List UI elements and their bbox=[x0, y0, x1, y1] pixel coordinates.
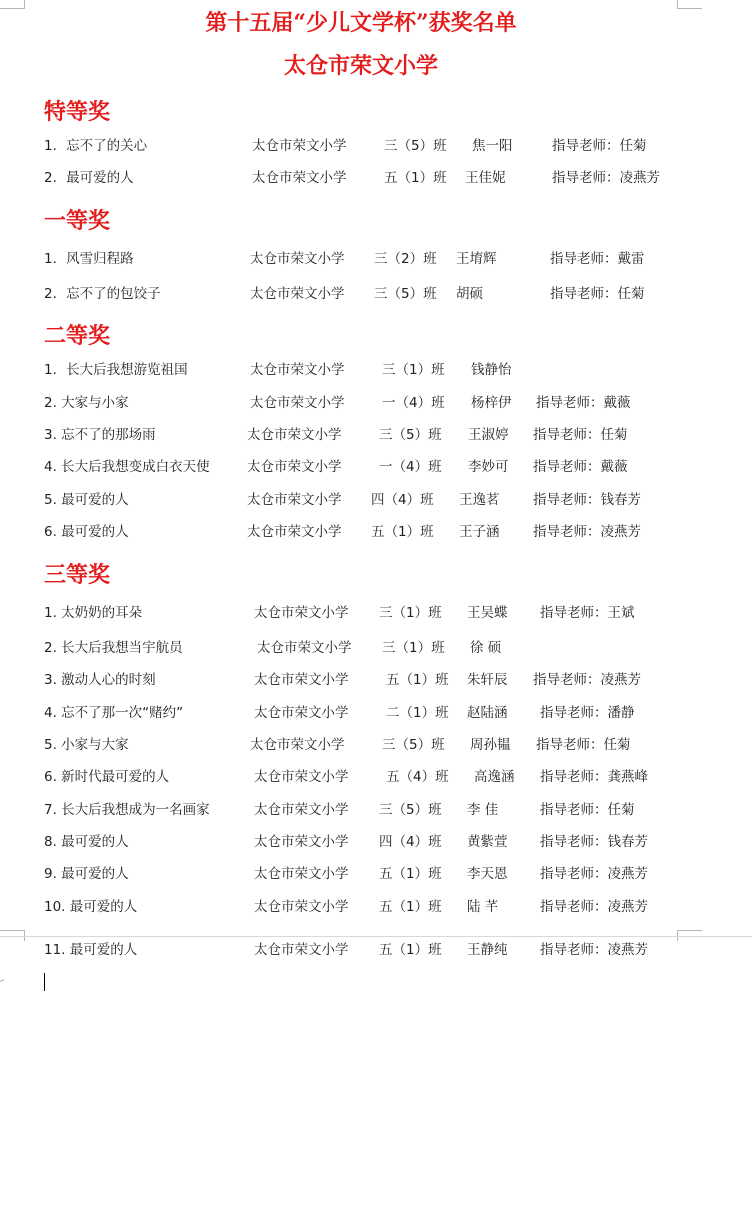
entry-student: 王逸茗 bbox=[459, 492, 500, 508]
entry-teacher: 指导老师：潘静 bbox=[540, 705, 635, 721]
entry-school: 太仓市荣文小学 bbox=[250, 395, 345, 411]
entry-student: 王吴蝶 bbox=[467, 605, 508, 621]
entry-class: 一（4）班 bbox=[379, 459, 442, 475]
entry-student: 钱静怡 bbox=[471, 362, 512, 378]
entry-class: 五（4）班 bbox=[386, 769, 449, 785]
section-heading-second: 二等奖 bbox=[44, 323, 111, 349]
entry-student: 王堉辉 bbox=[456, 251, 497, 267]
entry-school: 太仓市荣文小学 bbox=[252, 170, 347, 186]
entry-student: 王淑婷 bbox=[468, 427, 509, 443]
entry-title: 5. 小家与大家 bbox=[44, 737, 129, 753]
entry-class: 三（5）班 bbox=[384, 138, 447, 154]
entry-teacher: 指导老师：凌燕芳 bbox=[540, 942, 648, 958]
entry-school: 太仓市荣文小学 bbox=[250, 251, 345, 267]
entry-student: 李 佳 bbox=[467, 802, 499, 818]
entry-school: 太仓市荣文小学 bbox=[247, 427, 342, 443]
entry-student: 王子涵 bbox=[459, 524, 500, 540]
entry-student: 高逸涵 bbox=[474, 769, 515, 785]
entry-school: 太仓市荣文小学 bbox=[250, 362, 345, 378]
margin-mark bbox=[0, 979, 4, 982]
entry-class: 一（4）班 bbox=[382, 395, 445, 411]
entry-class: 五（1）班 bbox=[379, 899, 442, 915]
entry-class: 三（5）班 bbox=[379, 427, 442, 443]
entry-title: 4. 长大后我想变成白衣天使 bbox=[44, 459, 210, 475]
entry-title: 2. 长大后我想当宇航员 bbox=[44, 640, 183, 656]
entry-title: 3. 忘不了的那场雨 bbox=[44, 427, 156, 443]
entry-title: 7. 长大后我想成为一名画家 bbox=[44, 802, 210, 818]
entry-student: 李妙可 bbox=[468, 459, 509, 475]
entry-student: 王佳妮 bbox=[465, 170, 506, 186]
entry-class: 三（5）班 bbox=[379, 802, 442, 818]
entry-class: 五（1）班 bbox=[384, 170, 447, 186]
entry-teacher: 指导老师：凌燕芳 bbox=[540, 866, 648, 882]
entry-school: 太仓市荣文小学 bbox=[247, 459, 342, 475]
entry-teacher: 指导老师：戴薇 bbox=[536, 395, 631, 411]
entry-student: 朱轩辰 bbox=[467, 672, 508, 688]
entry-teacher: 指导老师：龚燕峰 bbox=[540, 769, 648, 785]
section-heading-first: 一等奖 bbox=[44, 208, 111, 234]
section-heading-special: 特等奖 bbox=[44, 99, 111, 125]
entry-teacher: 指导老师：戴雷 bbox=[550, 251, 645, 267]
entry-school: 太仓市荣文小学 bbox=[250, 286, 345, 302]
entry-teacher: 指导老师：凌燕芳 bbox=[552, 170, 660, 186]
entry-class: 四（4）班 bbox=[379, 834, 442, 850]
entry-title: 4. 忘不了那一次“赌约” bbox=[44, 705, 184, 721]
entry-student: 黄紫萱 bbox=[467, 834, 508, 850]
entry-teacher: 指导老师：王斌 bbox=[540, 605, 635, 621]
entry-title: 10. 最可爱的人 bbox=[44, 899, 138, 915]
entry-title: 3. 激动人心的时刻 bbox=[44, 672, 156, 688]
entry-teacher: 指导老师：任菊 bbox=[536, 737, 631, 753]
entry-student: 焦一阳 bbox=[472, 138, 513, 154]
entry-class: 三（1）班 bbox=[379, 605, 442, 621]
page-break-line bbox=[0, 936, 752, 937]
entry-class: 三（2）班 bbox=[374, 251, 437, 267]
text-cursor[interactable] bbox=[44, 973, 45, 991]
entry-class: 三（5）班 bbox=[382, 737, 445, 753]
entry-teacher: 指导老师：任菊 bbox=[540, 802, 635, 818]
entry-title: 9. 最可爱的人 bbox=[44, 866, 129, 882]
entry-title: 6. 新时代最可爱的人 bbox=[44, 769, 170, 785]
entry-teacher: 指导老师：任菊 bbox=[552, 138, 647, 154]
entry-school: 太仓市荣文小学 bbox=[254, 834, 349, 850]
entry-class: 五（1）班 bbox=[379, 866, 442, 882]
entry-teacher: 指导老师：钱春芳 bbox=[533, 492, 641, 508]
section-heading-third: 三等奖 bbox=[44, 562, 111, 588]
entry-title: 1．长大后我想游览祖国 bbox=[44, 362, 188, 378]
entry-title: 1．风雪归程路 bbox=[44, 251, 134, 267]
entry-teacher: 指导老师：任菊 bbox=[550, 286, 645, 302]
entry-title: 8. 最可爱的人 bbox=[44, 834, 129, 850]
entry-student: 胡硕 bbox=[456, 286, 483, 302]
document-title: 第十五届“少儿文学杯”获奖名单 bbox=[205, 10, 517, 36]
entry-teacher: 指导老师：凌燕芳 bbox=[533, 524, 641, 540]
entry-class: 四（4）班 bbox=[371, 492, 434, 508]
entry-student: 赵陆涵 bbox=[467, 705, 508, 721]
entry-school: 太仓市荣文小学 bbox=[254, 672, 349, 688]
entry-student: 李天恩 bbox=[467, 866, 508, 882]
entry-teacher: 指导老师：凌燕芳 bbox=[533, 672, 641, 688]
entry-teacher: 指导老师：任菊 bbox=[533, 427, 628, 443]
entry-class: 五（1）班 bbox=[386, 672, 449, 688]
entry-school: 太仓市荣文小学 bbox=[250, 737, 345, 753]
entry-school: 太仓市荣文小学 bbox=[254, 942, 349, 958]
entry-teacher: 指导老师：钱春芳 bbox=[540, 834, 648, 850]
entry-teacher: 指导老师：凌燕芳 bbox=[540, 899, 648, 915]
entry-class: 二（1）班 bbox=[386, 705, 449, 721]
entry-title: 1．忘不了的关心 bbox=[44, 138, 148, 154]
entry-title: 2．最可爱的人 bbox=[44, 170, 134, 186]
entry-school: 太仓市荣文小学 bbox=[247, 492, 342, 508]
entry-student: 徐 硕 bbox=[470, 640, 502, 656]
entry-title: 6. 最可爱的人 bbox=[44, 524, 129, 540]
entry-student: 周孙韫 bbox=[470, 737, 511, 753]
document-subtitle: 太仓市荣文小学 bbox=[283, 53, 438, 79]
entry-title: 11. 最可爱的人 bbox=[44, 942, 138, 958]
entry-school: 太仓市荣文小学 bbox=[254, 866, 349, 882]
entry-student: 陆 芊 bbox=[467, 899, 499, 915]
entry-school: 太仓市荣文小学 bbox=[257, 640, 352, 656]
entry-title: 1. 太奶奶的耳朵 bbox=[44, 605, 143, 621]
entry-student: 杨梓伊 bbox=[471, 395, 512, 411]
entry-class: 三（1）班 bbox=[382, 362, 445, 378]
entry-class: 三（1）班 bbox=[382, 640, 445, 656]
entry-teacher: 指导老师：戴薇 bbox=[533, 459, 628, 475]
entry-school: 太仓市荣文小学 bbox=[254, 802, 349, 818]
entry-class: 五（1）班 bbox=[371, 524, 434, 540]
entry-student: 王静纯 bbox=[467, 942, 508, 958]
entry-school: 太仓市荣文小学 bbox=[254, 899, 349, 915]
entry-title: 2. 大家与小家 bbox=[44, 395, 129, 411]
entry-class: 三（5）班 bbox=[374, 286, 437, 302]
entry-class: 五（1）班 bbox=[379, 942, 442, 958]
entry-school: 太仓市荣文小学 bbox=[247, 524, 342, 540]
entry-school: 太仓市荣文小学 bbox=[254, 705, 349, 721]
entry-school: 太仓市荣文小学 bbox=[252, 138, 347, 154]
entry-title: 2．忘不了的包饺子 bbox=[44, 286, 161, 302]
entry-school: 太仓市荣文小学 bbox=[254, 769, 349, 785]
entry-school: 太仓市荣文小学 bbox=[254, 605, 349, 621]
entry-title: 5. 最可爱的人 bbox=[44, 492, 129, 508]
